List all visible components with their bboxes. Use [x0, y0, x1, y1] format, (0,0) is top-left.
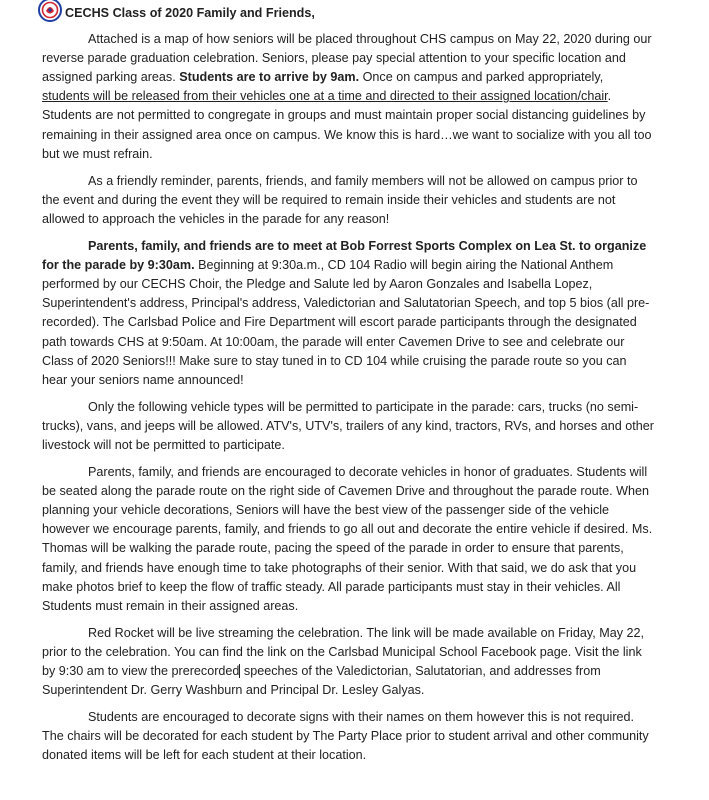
heading-text: CECHS Class of 2020 Family and Friends, — [65, 6, 315, 20]
paragraph-text: Students are encouraged to decorate signs with their names on them however this is not required. The chairs will be decorated for each student by The Party Place prior to student arrival and other community donated items will be left for each student at their location. — [42, 710, 649, 763]
document-page — [42, 4, 654, 773]
paragraph — [42, 708, 654, 765]
bold-text: Parents, family, and friends are to meet at Bob Forrest Sports Complex on Lea St. to organize for the parade by 9:30am. — [42, 239, 647, 273]
paragraph — [42, 463, 654, 616]
paragraph-text: Beginning at 9:30a.m., CD 104 Radio will begin airing the National Anthem performed by our CECHS Choir, the Pledge and Salute led by Aaron Gonzales and Isabella Lopez, Superintendent's address, Principal's address, Valedictorian and Salutatorian Speech, and top 5 bios (all pre-recorded). The Carlsbad Police and Fire Department will escort parade participants through the designated path towards CHS at 9:50am. At 10:00am, the parade will enter Cavemen Drive to see and celebrate our Class of 2020 Seniors!!! Make sure to stay tuned in to CD 104 while cruising the parade route so you can hear your seniors name announced! — [42, 258, 650, 387]
paragraph-text: Once on campus and parked appropriately, — [359, 70, 604, 85]
paragraph-text: . Students are not permitted to congregate in groups and must maintain proper social distancing guidelines by remaining in their assigned area once on campus. We know this is hard…we want to socialize with you all too but we must refrain. — [42, 89, 652, 161]
paragraph — [42, 30, 654, 164]
underlined-text: students will be released from their vehicles one at a time and directed to their assigned location/chair — [42, 89, 608, 104]
body-paragraphs — [42, 30, 654, 765]
paragraph-text: Attached is a map of how seniors will be placed throughout CHS campus on May 22, 2020 during our reverse parade graduation celebration. Seniors, please pay special attention to your specific location and assigned parking areas. — [42, 32, 652, 85]
paragraph-text: Red Rocket will be live streaming the celebration. The link will be made available on Friday, May 22, prior to the celebration. You can find the link on the Carlsbad Municipal School Facebook page. Visit the link by 9:30 am to view the prerecorded — [42, 625, 645, 678]
paragraph-text: speeches of the Valedictorian, Salutatorian, and addresses from Superintendent Dr. Gerry Washburn and Principal Dr. Lesley Galyas. — [42, 664, 601, 698]
school-seal-logo — [38, 0, 62, 22]
document-heading — [42, 4, 654, 23]
paragraph — [42, 398, 654, 455]
paragraph — [42, 624, 654, 700]
bold-text: Students are to arrive by 9am. — [179, 70, 360, 85]
paragraph-text: Parents, family, and friends are encouraged to decorate vehicles in honor of graduates. Students will be seated along the parade route on the right side of Cavemen Drive and throughout the parade route. When planning your vehicle decorations, Seniors will have the best view of the passenger side of the vehicle however we encourage parents, family, and friends to go all out and decorate the entire vehicle if desired. Ms. Thomas will be walking the parade route, pacing the speed of the parade in order to ensure that parents, family, and friends have enough time to take photographs of their senior. With that said, we do ask that you make photos brief to keep the flow of traffic steady. All parade participants must stay in their vehicles. All Students must remain in their assigned areas. — [42, 465, 653, 613]
paragraph-text: Only the following vehicle types will be permitted to participate in the parade: cars, trucks (no semi-trucks), vans, and jeeps will be allowed. ATV's, UTV's, trailers of any kind, tractors, RVs, and horses and other livestock will not be permitted to participate. — [42, 399, 654, 452]
paragraph — [42, 237, 654, 390]
paragraph-text: As a friendly reminder, parents, friends, and family members will not be allowed on campus prior to the event and during the event they will be required to remain inside their vehicles and students are not allowed to approach the vehicles in the parade for any reason! — [42, 173, 638, 226]
paragraph — [42, 172, 654, 229]
